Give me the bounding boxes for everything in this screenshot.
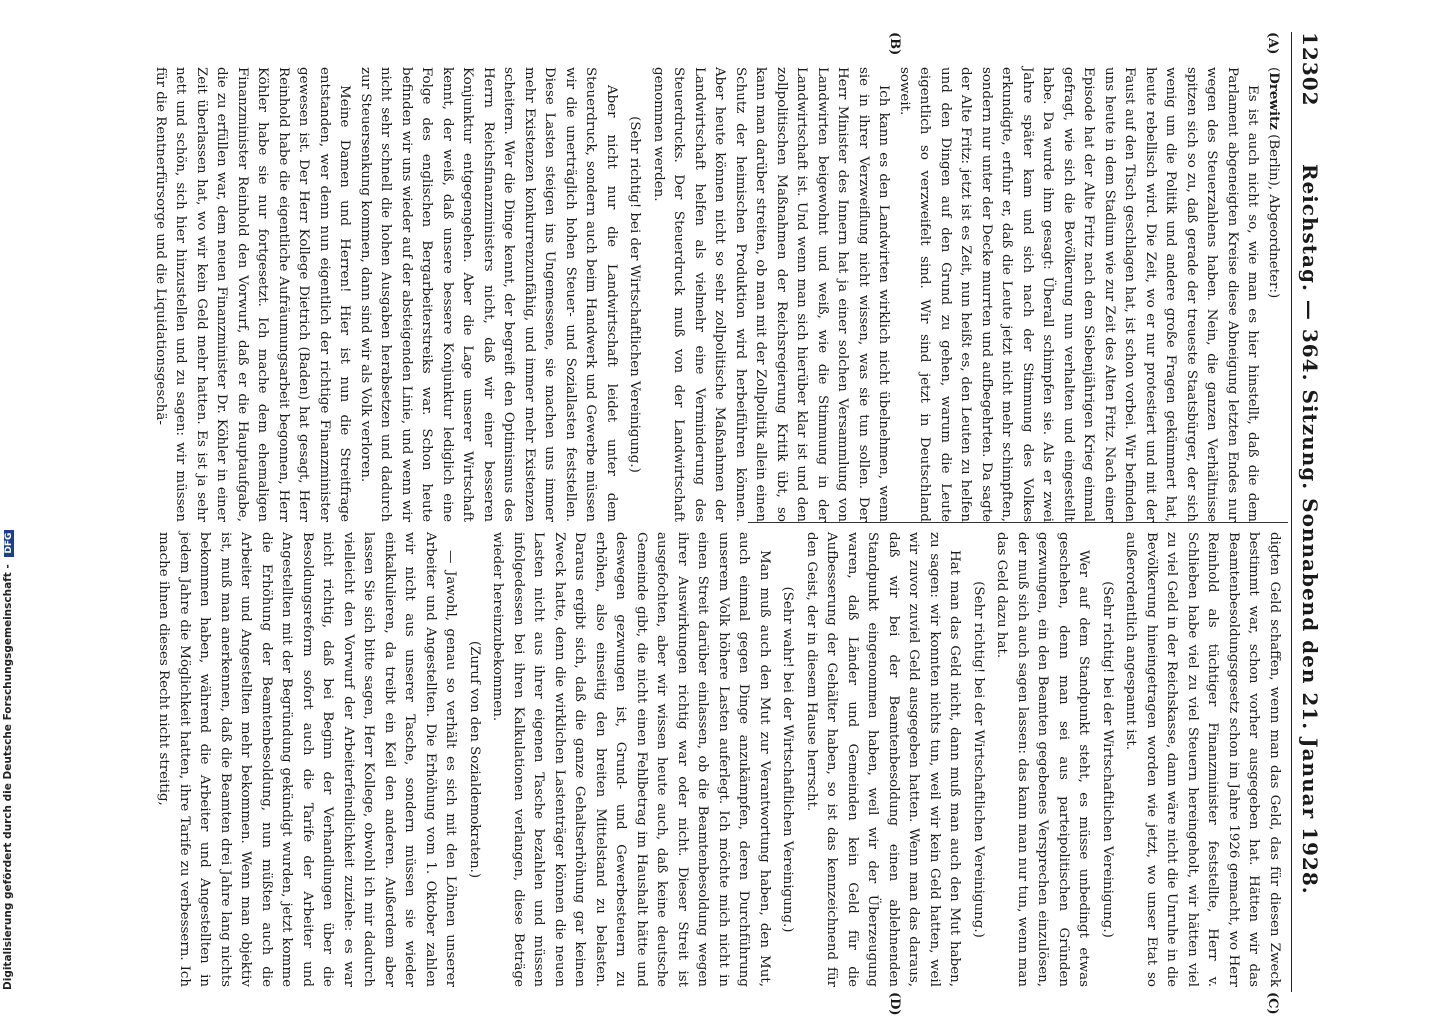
margin-marker-c: (C) [1265,992,1280,1015]
page-number: 12302 [1298,32,1322,107]
speaker-name: Drewitz [1266,72,1282,130]
interjection: (Sehr richtig! bei der Wirtschaftlichen Vereinigung.) [1100,581,1115,938]
speaker-line: (Drewitz (Berlin), Abgeordneter:) [1266,67,1282,299]
dfg-logo: DFG [4,530,14,557]
paragraph: Aber nicht nur die Landwirtschaft leidet unter dem Steuerdruck, sondern auch beim Handwerk und Gewerbe müssen wir die unerträglich hohen Steuer- und Soziallasten feststellen. Diese Lasten steigen ins Ungemessene, sie machen uns immer mehr Existenzen konkurrenzunfähig, und immer mehr Existenzen scheitern. Wer die Dinge kennt, der begreift den Optimismus des Herrn Reichsfinanzministers nicht, daß wir einer besseren Konjunktur entgegengehen. Aber die Lage unserer Wirtschaft kennt, der weiß, daß unsere bessere Konjunktur lediglich eine Folge des englischen Bergarbeiterstreiks war. Schon heute befinden wir uns wieder auf der absteigenden Linie, und wenn wir nicht sehr schnell die hohen Ausgaben herabsetzen und dadurch zur Steuersenkung kommen, dann sind wir als Volk verloren. [358,67,619,522]
margin-marker-a: (A) [1265,32,1280,55]
paragraph: — Jawohl, genau so verhält es sich mit den Löhnen unserer Arbeiter und Angestellten. Die Erhöhung vom 1. Oktober zahlen wir nicht aus unserer Tasche, sondern müssen sie wieder einkalkulieren, da treibt ein Keil den anderen. Außerdem aber lassen Sie sich bitte sagen, Herr Kollege, obwohl ich mir dadurch vielleicht den Vorwurf der Arbeiterfeindlichkeit zuziehe: es war nicht richtig, daß bei Beginn der Verhandlungen über die Besoldungsreform sofort auch die Tarife der Arbeiter und Angestellten mit der Begründung gekündigt wurden, jetzt komme die Erhöhung der Beamtenbesoldung, nun müßten auch die Arbeiter und Angestellten mehr bekommen. Wenn man objektiv ist, muß man anerkennen, daß die Beamten drei Jahre lang nichts bekommen haben, während die Arbeiter und Angestellten in jedem Jahre die Möglichkeit hatten, ihre Tarife zu verbessern. Ich mache ihnen dieses Recht nicht streitig, [156,532,459,987]
paragraph: digten Geld schaffen, wenn man das Geld, das für diesen Zweck bestimmt war, schon vorher ausgegeben hat. Hätten wir das Beamtenbesoldungsgesetz schon im Jahre 1926 gemacht, wo Herr Reinhold als tüchtiger Finanzminister feststellte, Herr v. Schlieben habe viel zu viel Steuern hereingeholt, wir hätten viel zu viel Geld in der Reichskasse, dann wäre nicht die Unruhe in die Bevölkerung hineingetragen worden wie jetzt, wo unser Etat so außerordentlich angespannt ist. [1123,532,1282,987]
footer-credit-text: Digitalisierung gefördert durch die Deutsche Forschungsgemeinschaft - [2,564,14,990]
digitization-footer [0,0,20,1000]
speaker-note: (Berlin), Abgeordneter: [1266,134,1281,293]
interjection: (Sehr wahr! bei der Wirtschaftlichen Vereinigung.) [780,586,796,933]
footer-credit [2,530,14,990]
paragraph: Es ist auch nicht so, wie man es hier hinstellt, daß die dem Parlament abgeneigten Kreise diese Abneigung letzten Endes nur wegen des Steuerzahlens haben. Nein, die ganzen Verhältnisse spitzen sich so zu, daß gerade der treueste Staatsbürger, der sich wenig um die Politik und andere große Fragen gekümmert hat, heute rebellisch wird. Die Zeit, wo er nur protestiert und mit der Faust auf den Tisch geschlagen hat, ist schon vorbei. Wir befinden uns heute in dem Stadium wie zur Zeit des Alten Fritz. Nach einer Episode hat der Alte Fritz nach dem Siebenjährigen Krieg einmal gefragt, wie sich die Bevölkerung nun verhalten und eingestellt habe. Da wurde ihm gesagt: Überall schimpfen sie. Als er zwei Jahre später kam und sich nach der Stimmung des Volkes erkundigte, erfuhr er, daß die Leute jetzt nicht mehr schimpften, sondern nur unter der Decke murrten und aufbegehrten. Da sagte der Alte Fritz: jetzt ist es Zeit, nun heißt es, den Leuten zu helfen und den Dingen auf den Grund zu gehen, warum die Leute eigentlich so verzweifelt sind. Wir sind jetzt in Deutschland soweit. [897,67,1261,522]
left-column [150,67,1285,522]
column-separator [748,522,1288,523]
paragraph: Ich kann es den Landwirten wirklich nicht übelnehmen, wenn sie in ihrer Verzweiflung nicht wissen, was sie tun sollen. Der Herr Minister des Innern hat ja einer solchen Versammlung von Landwirten beigewohnt und weiß, wie die Stimmung in der Landwirtschaft ist. Und wenn man sich hierüber klar ist und den zollpolitischen Maßnahmen der Reichsregierung Kritik übt, so kann man darüber streiten, ob man mit der Zollpolitik allein einen Schutz der heimischen Produktion wird herbeiführen können. Aber heute können nicht so sehr zollpolitische Maßnahmen der Landwirtschaft helfen als vielmehr eine Verminderung des Steuerdrucks. Der Steuerdruck muß von der Landwirtschaft genommen werden. [651,67,892,522]
interjection: (Sehr richtig! bei der Wirtschaftlichen Vereinigung.) [627,116,643,473]
paragraph: Hat man das Geld nicht, dann muß man auch den Mut haben, zu sagen: wir konnten nichts tun, weil wir kein Geld hatten, weil wir zuvor zuviel Geld ausgegeben hatten. Wenn man das daraus, daß wir bei der Beamtenbesoldung einen ablehnenden Standpunkt eingenommen haben, weil wir der Überzeugung waren, daß Länder und Gemeinden kein Geld für die Aufbesserung der Gehälter haben, so ist das kennzeichnend für den Geist, der in diesem Hause herrscht. [804,532,963,987]
right-column [153,532,1284,987]
paragraph: Meine Damen und Herren! Hier ist nun die Streitfrage entstanden, wer denn nun eigentlich der richtige Finanzminister gewesen ist. Der Herr Kollege Dietrich (Baden) hat gesagt, Herr Reinhold habe die eigentliche Aufräumungsarbeit begonnen, Herr Köhler habe sie nur fortgesetzt. Ich mache dem ehemaligen Finanzminister Reinhold den Vorwurf, daß er die Hauptaufgabe, die zu erfüllen war, dem neuen Finanzminister Dr. Köhler in einer Zeit überlassen hat, wo wir kein Geld mehr hatten. Es ist ja sehr nett und schön, sich hier hinzustellen und zu sagen: wir müssen für die Rentnerfürsorge und die Liquidationsgeschä- [153,67,353,522]
page-title: Reichstag. — 364. Sitzung. Sonnabend den 21. Januar 1928. [1298,163,1322,895]
running-head [1296,32,1324,992]
rotated-page-content [102,12,1332,1016]
interjection: (Sehr richtig! bei der Wirtschaftlichen Vereinigung.) [971,581,986,938]
paragraph: Wer auf dem Standpunkt steht, es müsse unbedingt etwas geschehen, denn man sei aus parteipolitischen Gründen gezwungen, ein den Beamten gegebenes Versprechen einzulösen, der muß sich auch sagen lassen: das kann man nur tun, wenn man das Geld dazu hat. [994,532,1092,987]
header-rule [1291,32,1292,992]
margin-marker-d: (D) [887,992,902,1016]
paragraph: Man muß auch den Mut zur Verantwortung haben, den Mut, auch einmal gegen Dinge anzukämpfen, deren Durchführung unserem Volk höhere Lasten auferlegt. Ich möchte mich nicht in einen Streit darüber einlassen, ob die Beamtenbesoldung wegen ihrer Auswirkungen richtig war oder nicht. Dieser Streit ist ausgefochten, aber wir wissen heute auch, daß keine deutsche Gemeinde gibt, die nicht einen Fehlbetrag im Haushalt hätte und deswegen gezwungen ist, Grund- und Gewerbesteuern zu erhöhen, also einseitig den breiten Mittelstand zu belasten. Daraus ergibt sich, daß die ganze Gehaltserhöhung gar keinen Zweck hatte, denn die wirklichen Lastenträger können die neuen Lasten nicht aus ihrer eigenen Tasche bezahlen und müssen infolgedessen bei ihren Kalkulationen verlangen, diese Beträge wieder hereinzubekommen. [490,532,772,987]
margin-marker-b: (B) [887,32,902,56]
interjection: (Zuruf von den Sozialdemokraten.) [467,640,482,879]
